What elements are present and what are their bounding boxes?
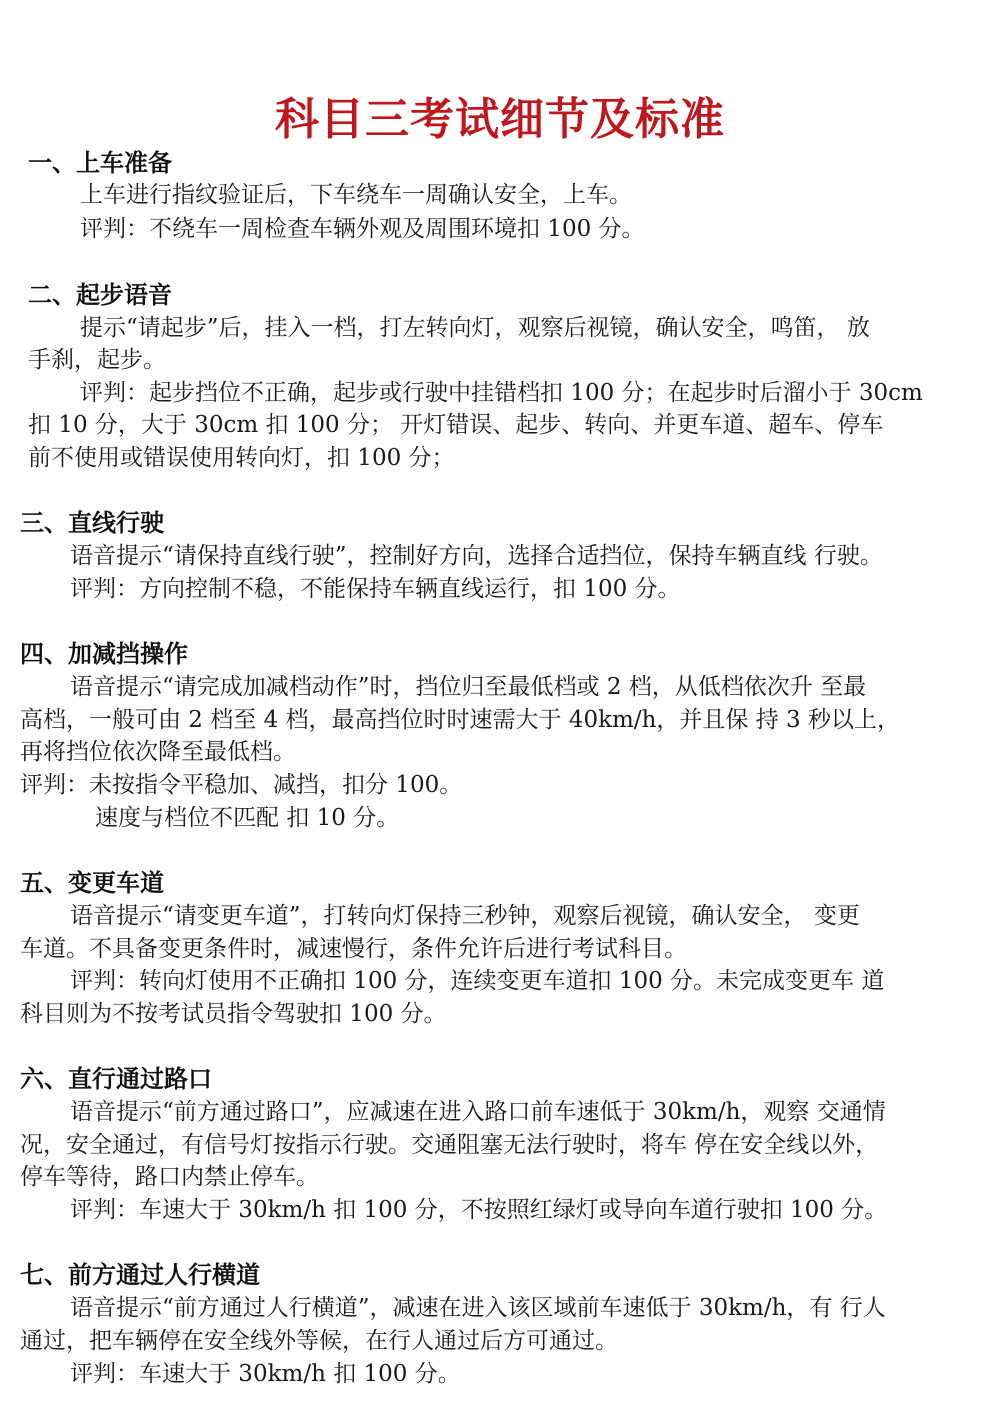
section-7-line-1: 语音提示“前方通过人行横道”，减速在进入该区域前车速低于 30km/h，有 行人 (70, 1295, 886, 1321)
section-2-line-3: 评判：起步挡位不正确，起步或行驶中挂错档扣 100 分；在起步时后溜小于 30cm (80, 380, 923, 406)
section-heading-7: 七、前方通过人行横道 (20, 1260, 260, 1289)
section-4-line-1: 语音提示“请完成加减档动作”时，挡位归至最低档或 2 档，从低档依次升 至最 (70, 674, 867, 700)
section-6-line-1: 语音提示“前方通过路口”，应减速在进入路口前车速低于 30km/h，观察 交通情 (70, 1099, 886, 1125)
section-heading-4: 四、加减挡操作 (20, 639, 188, 668)
section-3-line-2: 评判：方向控制不稳，不能保持车辆直线运行，扣 100 分。 (70, 576, 681, 602)
section-2-line-1: 提示“请起步”后，挂入一档，打左转向灯，观察后视镜，确认安全，鸣笛， 放 (80, 315, 870, 341)
section-4-line-4: 评判：未按指令平稳加、减挡，扣分 100。 (20, 772, 463, 798)
section-6-line-4: 评判：车速大于 30km/h 扣 100 分，不按照红绿灯或导向车道行驶扣 100 分。 (70, 1197, 888, 1223)
section-5-line-1: 语音提示“请变更车道”，打转向灯保持三秒钟，观察后视镜，确认安全， 变更 (70, 903, 860, 929)
section-2-line-2: 手刹，起步。 (28, 347, 166, 373)
section-heading-3: 三、直线行驶 (20, 508, 164, 537)
section-heading-2: 二、起步语音 (28, 280, 172, 309)
section-4-line-5: 速度与档位不匹配 扣 10 分。 (95, 805, 400, 831)
section-6-line-2: 况，安全通过，有信号灯按指示行驶。交通阻塞无法行驶时，将车 停在安全线以外， (20, 1132, 879, 1158)
section-5-line-2: 车道。不具备变更条件时，减速慢行，条件允许后进行考试科目。 (20, 936, 687, 962)
section-3-line-1: 语音提示“请保持直线行驶”，控制好方向，选择合适挡位，保持车辆直线 行驶。 (70, 543, 883, 569)
section-5-line-3: 评判：转向灯使用不正确扣 100 分，连续变更车道扣 100 分。未完成变更车 道 (70, 968, 885, 994)
section-5-line-4: 科目则为不按考试员指令驾驶扣 100 分。 (20, 1001, 447, 1027)
section-7-line-3: 评判：车速大于 30km/h 扣 100 分。 (70, 1361, 461, 1387)
section-6-line-3: 停车等待，路口内禁止停车。 (20, 1164, 319, 1190)
section-1-line-1: 上车进行指纹验证后，下车绕车一周确认安全，上车。 (80, 182, 632, 208)
section-7-line-2: 通过，把车辆停在安全线外等候，在行人通过后方可通过。 (20, 1328, 618, 1354)
section-heading-5: 五、变更车道 (20, 868, 164, 897)
section-heading-6: 六、直行通过路口 (20, 1064, 212, 1093)
section-4-line-2: 高档，一般可由 2 档至 4 档，最高挡位时时速需大于 40km/h，并且保 持 3 秒以上， (20, 707, 900, 733)
section-2-line-5: 前不使用或错误使用转向灯，扣 100 分； (28, 445, 455, 471)
section-heading-1: 一、上车准备 (28, 148, 172, 177)
section-1-line-2: 评判：不绕车一周检查车辆外观及周围环境扣 100 分。 (80, 216, 645, 242)
section-4-line-3: 再将挡位依次降至最低档。 (20, 739, 296, 765)
document-title: 科目三考试细节及标准 (275, 94, 725, 145)
section-2-line-4: 扣 10 分，大于 30cm 扣 100 分； 开灯错误、起步、转向、并更车道、超车、停车 (28, 412, 884, 438)
